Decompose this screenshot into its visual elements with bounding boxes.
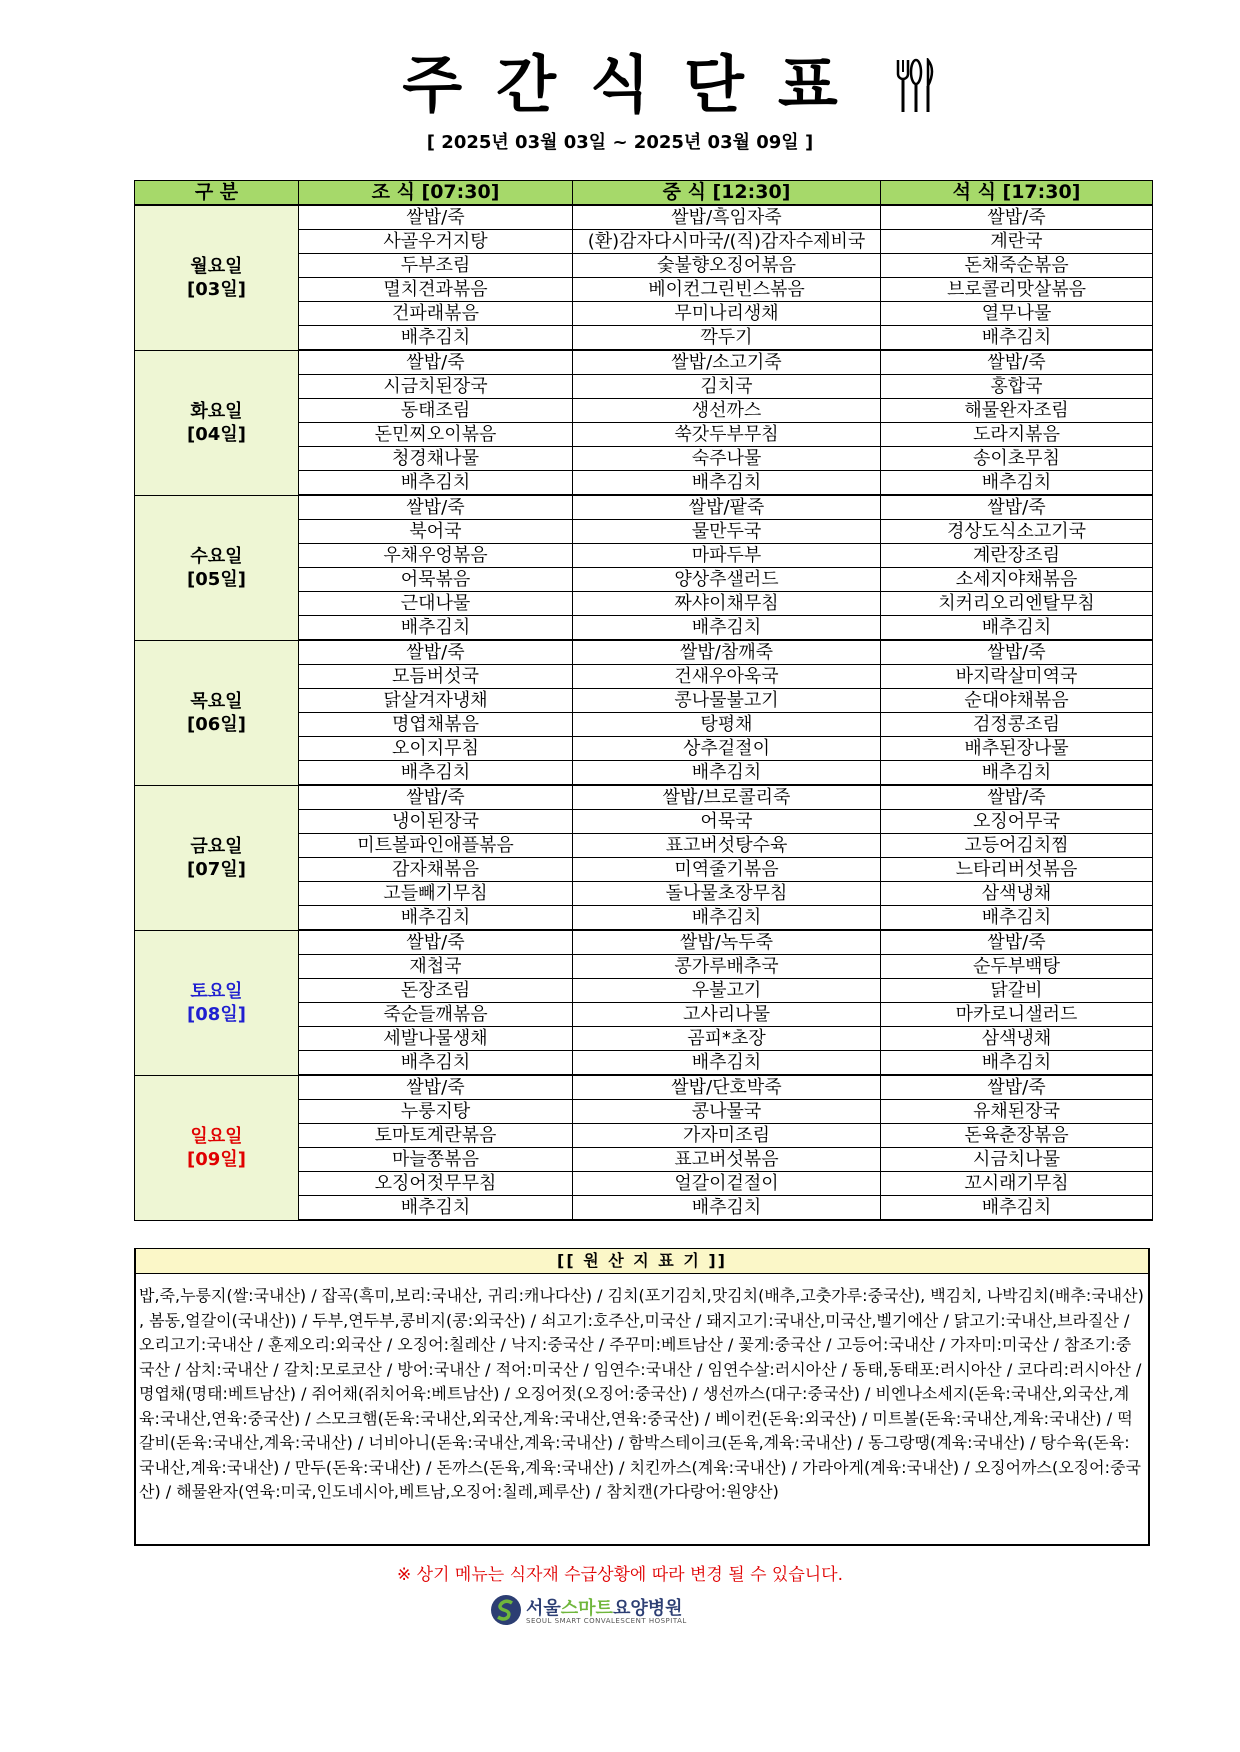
dinner-item: 유채된장국: [881, 1100, 1153, 1124]
menu-row: [135, 495, 1153, 520]
dinner-item: 브로콜리맛살볶음: [881, 278, 1153, 302]
lunch-item: 배추김치: [573, 471, 881, 496]
day-date: [04일]: [187, 423, 246, 445]
breakfast-item: 동태조림: [299, 399, 573, 423]
origin-title: [[ 원 산 지 표 기 ]]: [136, 1249, 1148, 1274]
lunch-item: 베이컨그린빈스볶음: [573, 278, 881, 302]
lunch-item: 배추김치: [573, 906, 881, 931]
breakfast-item: 쌀밥/죽: [299, 495, 573, 520]
day-label: [135, 640, 299, 785]
lunch-item: 쌀밥/단호박죽: [573, 1075, 881, 1100]
menu-row: [135, 930, 1153, 955]
breakfast-item: 세발나물생채: [299, 1027, 573, 1051]
dinner-item: 느타리버섯볶음: [881, 858, 1153, 882]
menu-row: [135, 205, 1153, 230]
lunch-item: 쌀밥/참깨죽: [573, 640, 881, 665]
breakfast-item: 고들빼기무침: [299, 882, 573, 906]
breakfast-item: 배추김치: [299, 326, 573, 351]
breakfast-item: 멸치견과볶음: [299, 278, 573, 302]
lunch-item: 무미나리생채: [573, 302, 881, 326]
lunch-item: 배추김치: [573, 616, 881, 641]
breakfast-item: 우채우엉볶음: [299, 544, 573, 568]
dinner-item: 오징어무국: [881, 810, 1153, 834]
breakfast-item: 건파래볶음: [299, 302, 573, 326]
lunch-item: 배추김치: [573, 761, 881, 786]
breakfast-item: 쌀밥/죽: [299, 350, 573, 375]
breakfast-item: 토마토계란볶음: [299, 1124, 573, 1148]
lunch-item: 배추김치: [573, 1051, 881, 1076]
breakfast-item: 쌀밥/죽: [299, 930, 573, 955]
menu-row: [135, 785, 1153, 810]
dinner-item: 바지락살미역국: [881, 665, 1153, 689]
breakfast-item: 쌀밥/죽: [299, 1075, 573, 1100]
dinner-item: 열무나물: [881, 302, 1153, 326]
dinner-item: 배추김치: [881, 616, 1153, 641]
lunch-item: 쌀밥/브로콜리죽: [573, 785, 881, 810]
lunch-item: 건새우아욱국: [573, 665, 881, 689]
dinner-item: 해물완자조림: [881, 399, 1153, 423]
origin-section: [134, 1248, 1150, 1546]
lunch-item: 콩가루배추국: [573, 955, 881, 979]
day-label: [135, 930, 299, 1075]
breakfast-item: 죽순들깨볶음: [299, 1003, 573, 1027]
lunch-item: 쑥갓두부무침: [573, 423, 881, 447]
breakfast-item: 배추김치: [299, 1196, 573, 1221]
day-date: [08일]: [187, 1003, 246, 1025]
day-name: 목요일: [190, 690, 243, 712]
day-name: 토요일: [190, 980, 243, 1002]
lunch-item: 쌀밥/소고기죽: [573, 350, 881, 375]
day-name: 수요일: [190, 545, 243, 567]
breakfast-item: 재첩국: [299, 955, 573, 979]
dinner-item: 쌀밥/죽: [881, 205, 1153, 230]
hospital-name: 서울스마트요양병원: [526, 1598, 683, 1619]
header-row: [135, 181, 1153, 206]
dinner-item: 배추김치: [881, 1051, 1153, 1076]
lunch-item: (환)감자다시마국/(직)감자수제비국: [573, 230, 881, 254]
lunch-item: 물만두국: [573, 520, 881, 544]
dinner-item: 홍합국: [881, 375, 1153, 399]
title-area: [0, 40, 1240, 130]
dinner-item: 마카로니샐러드: [881, 1003, 1153, 1027]
header-category: 구 분: [135, 181, 299, 206]
breakfast-item: 모듬버섯국: [299, 665, 573, 689]
day-label: [135, 1075, 299, 1220]
lunch-item: 얼갈이겉절이: [573, 1172, 881, 1196]
breakfast-item: 쌀밥/죽: [299, 205, 573, 230]
lunch-item: 생선까스: [573, 399, 881, 423]
header-lunch: 중 식 [12:30]: [573, 181, 881, 206]
lunch-item: 양상추샐러드: [573, 568, 881, 592]
breakfast-item: 배추김치: [299, 616, 573, 641]
cutlery-icon: [890, 58, 940, 114]
dinner-item: 검정콩조림: [881, 713, 1153, 737]
dinner-item: 돈채죽순볶음: [881, 254, 1153, 278]
dinner-item: 쌀밥/죽: [881, 640, 1153, 665]
breakfast-item: 누룽지탕: [299, 1100, 573, 1124]
dinner-item: 배추김치: [881, 326, 1153, 351]
lunch-item: 우불고기: [573, 979, 881, 1003]
breakfast-item: 배추김치: [299, 761, 573, 786]
breakfast-item: 미트볼파인애플볶음: [299, 834, 573, 858]
lunch-item: 돌나물초장무침: [573, 882, 881, 906]
breakfast-item: 북어국: [299, 520, 573, 544]
change-notice: ※ 상기 메뉴는 식자재 수급상황에 따라 변경 될 수 있습니다.: [397, 1565, 843, 1585]
header-breakfast: 조 식 [07:30]: [299, 181, 573, 206]
dinner-item: 배추김치: [881, 1196, 1153, 1221]
dinner-item: 시금치나물: [881, 1148, 1153, 1172]
lunch-item: 숙주나물: [573, 447, 881, 471]
dinner-item: 쌀밥/죽: [881, 1075, 1153, 1100]
dinner-item: 돈육춘장볶음: [881, 1124, 1153, 1148]
day-name: 일요일: [190, 1125, 243, 1147]
lunch-item: 상추겉절이: [573, 737, 881, 761]
dinner-item: 계란국: [881, 230, 1153, 254]
breakfast-item: 감자채볶음: [299, 858, 573, 882]
dinner-item: 꼬시래기무침: [881, 1172, 1153, 1196]
lunch-item: 숯불향오징어볶음: [573, 254, 881, 278]
day-label: [135, 350, 299, 495]
dinner-item: 쌀밥/죽: [881, 495, 1153, 520]
day-name: 월요일: [190, 255, 243, 277]
dinner-item: 쌀밥/죽: [881, 350, 1153, 375]
day-date: [03일]: [187, 278, 246, 300]
lunch-item: 깍두기: [573, 326, 881, 351]
dinner-item: 경상도식소고기국: [881, 520, 1153, 544]
breakfast-item: 청경채나물: [299, 447, 573, 471]
menu-row: [135, 350, 1153, 375]
dinner-item: 순두부백탕: [881, 955, 1153, 979]
day-date: [07일]: [187, 858, 246, 880]
dinner-item: 도라지볶음: [881, 423, 1153, 447]
breakfast-item: 어묵볶음: [299, 568, 573, 592]
dinner-item: 쌀밥/죽: [881, 930, 1153, 955]
dinner-item: 송이초무침: [881, 447, 1153, 471]
breakfast-item: 근대나물: [299, 592, 573, 616]
lunch-item: 고사리나물: [573, 1003, 881, 1027]
hospital-logo: [490, 1592, 750, 1632]
dinner-item: 삼색냉채: [881, 882, 1153, 906]
dinner-item: 치커리오리엔탈무침: [881, 592, 1153, 616]
menu-row: [135, 1075, 1153, 1100]
day-date: [05일]: [187, 568, 246, 590]
lunch-item: 표고버섯볶음: [573, 1148, 881, 1172]
lunch-item: 배추김치: [573, 1196, 881, 1221]
lunch-item: 콩나물불고기: [573, 689, 881, 713]
breakfast-item: 배추김치: [299, 1051, 573, 1076]
dinner-item: 배추김치: [881, 471, 1153, 496]
lunch-item: 가자미조림: [573, 1124, 881, 1148]
breakfast-item: 오이지무침: [299, 737, 573, 761]
page-title: 주간식단표: [402, 48, 872, 121]
breakfast-item: 돈장조림: [299, 979, 573, 1003]
dinner-item: 쌀밥/죽: [881, 785, 1153, 810]
day-date: [09일]: [187, 1148, 246, 1170]
day-label: [135, 785, 299, 930]
breakfast-item: 마늘쫑볶음: [299, 1148, 573, 1172]
breakfast-item: 쌀밥/죽: [299, 640, 573, 665]
breakfast-item: 명엽채볶음: [299, 713, 573, 737]
lunch-item: 곰피*초장: [573, 1027, 881, 1051]
menu-body: [135, 205, 1153, 1220]
dinner-item: 삼색냉채: [881, 1027, 1153, 1051]
lunch-item: 탕평채: [573, 713, 881, 737]
breakfast-item: 시금치된장국: [299, 375, 573, 399]
breakfast-item: 닭살겨자냉채: [299, 689, 573, 713]
breakfast-item: 배추김치: [299, 471, 573, 496]
dinner-item: 고등어김치찜: [881, 834, 1153, 858]
lunch-item: 어묵국: [573, 810, 881, 834]
weekly-menu-table: [134, 180, 1153, 1221]
breakfast-item: 배추김치: [299, 906, 573, 931]
lunch-item: 쌀밥/팥죽: [573, 495, 881, 520]
day-date: [06일]: [187, 713, 246, 735]
date-range: [ 2025년 03월 03일 ~ 2025년 03월 09일 ]: [426, 132, 814, 153]
dinner-item: 계란장조림: [881, 544, 1153, 568]
breakfast-item: 오징어젓무무침: [299, 1172, 573, 1196]
lunch-item: 마파두부: [573, 544, 881, 568]
day-name: 화요일: [190, 400, 243, 422]
lunch-item: 표고버섯탕수육: [573, 834, 881, 858]
dinner-item: 배추김치: [881, 761, 1153, 786]
hospital-name-english: SEOUL SMART CONVALESCENT HOSPITAL: [526, 1617, 687, 1625]
breakfast-item: 쌀밥/죽: [299, 785, 573, 810]
day-label: [135, 205, 299, 350]
hospital-logo-icon: [490, 1594, 522, 1626]
dinner-item: 배추김치: [881, 906, 1153, 931]
menu-row: [135, 640, 1153, 665]
breakfast-item: 돈민찌오이볶음: [299, 423, 573, 447]
dinner-item: 배추된장나물: [881, 737, 1153, 761]
breakfast-item: 냉이된장국: [299, 810, 573, 834]
dinner-item: 소세지야채볶음: [881, 568, 1153, 592]
lunch-item: 짜샤이채무침: [573, 592, 881, 616]
lunch-item: 미역줄기볶음: [573, 858, 881, 882]
lunch-item: 콩나물국: [573, 1100, 881, 1124]
lunch-item: 쌀밥/흑임자죽: [573, 205, 881, 230]
breakfast-item: 두부조림: [299, 254, 573, 278]
day-name: 금요일: [190, 835, 243, 857]
dinner-item: 닭갈비: [881, 979, 1153, 1003]
breakfast-item: 사골우거지탕: [299, 230, 573, 254]
lunch-item: 쌀밥/녹두죽: [573, 930, 881, 955]
dinner-item: 순대야채볶음: [881, 689, 1153, 713]
day-label: [135, 495, 299, 640]
lunch-item: 김치국: [573, 375, 881, 399]
header-dinner: 석 식 [17:30]: [881, 181, 1153, 206]
origin-text: 밥,죽,누룽지(쌀:국내산) / 잡곡(흑미,보리:국내산, 귀리:캐나다산) / 김치(포기김치,맛김치(배추,고춧가루:중국산), 백김치, 나박김치(배추:국내산) , 봄동,얼갈이(국내산)) / 두부,연두부,콩비지(콩:외국산) / 쇠고기:호주산,미국산 / 돼지고기:국내산,미국산,벨기에산 / 닭고기:국내산,브라질산 / 오리고기:국내산 / 훈제오리:외국산 / 오징어:칠레산 / 낙지:중국산 / 주꾸미:베트남산 / 꽃게:중국산 / 고등어:국내산 / 가자미:미국산 / 참조기:중국산 / 삼치:국내산 / 갈치:모로코산 / 방어:국내산 / 적어:미국산 / 임연수:국내산 / 임연수살:러시아산 / 동태,동태포:러시아산 / 코다리:러시아산 / 명엽채(명태:베트남산) / 쥐어채(쥐치어육:베트남산) / 오징어젓(오징어:중국산) / 생선까스(대구:중국산) / 비엔나소세지(돈육:국내산,외국산,계육:국내산,연육:중국산) / 스모크햄(돈육:국내산,외국산,계육:국내산,연육:중국산) / 베이컨(돈육:외국산) / 미트볼(돈육:국내산,계육:국내산) / 떡갈비(돈육:국내산,계육:국내산) / 너비아니(돈육:국내산,계육:국내산) / 함박스테이크(돈육,계육:국내산) / 동그랑땡(계육:국내산) / 탕수육(돈육:국내산,계육:국내산) / 만두(돈육:국내산) / 돈까스(돈육,계육:국내산) / 치킨까스(계육:국내산) / 가라아게(계육:국내산) / 오징어까스(오징어:중국산) / 해물완자(연육:미국,인도네시아,베트남,오징어:칠레,페루산) / 참치캔(가다랑어:원양산): [139, 1286, 1144, 1501]
